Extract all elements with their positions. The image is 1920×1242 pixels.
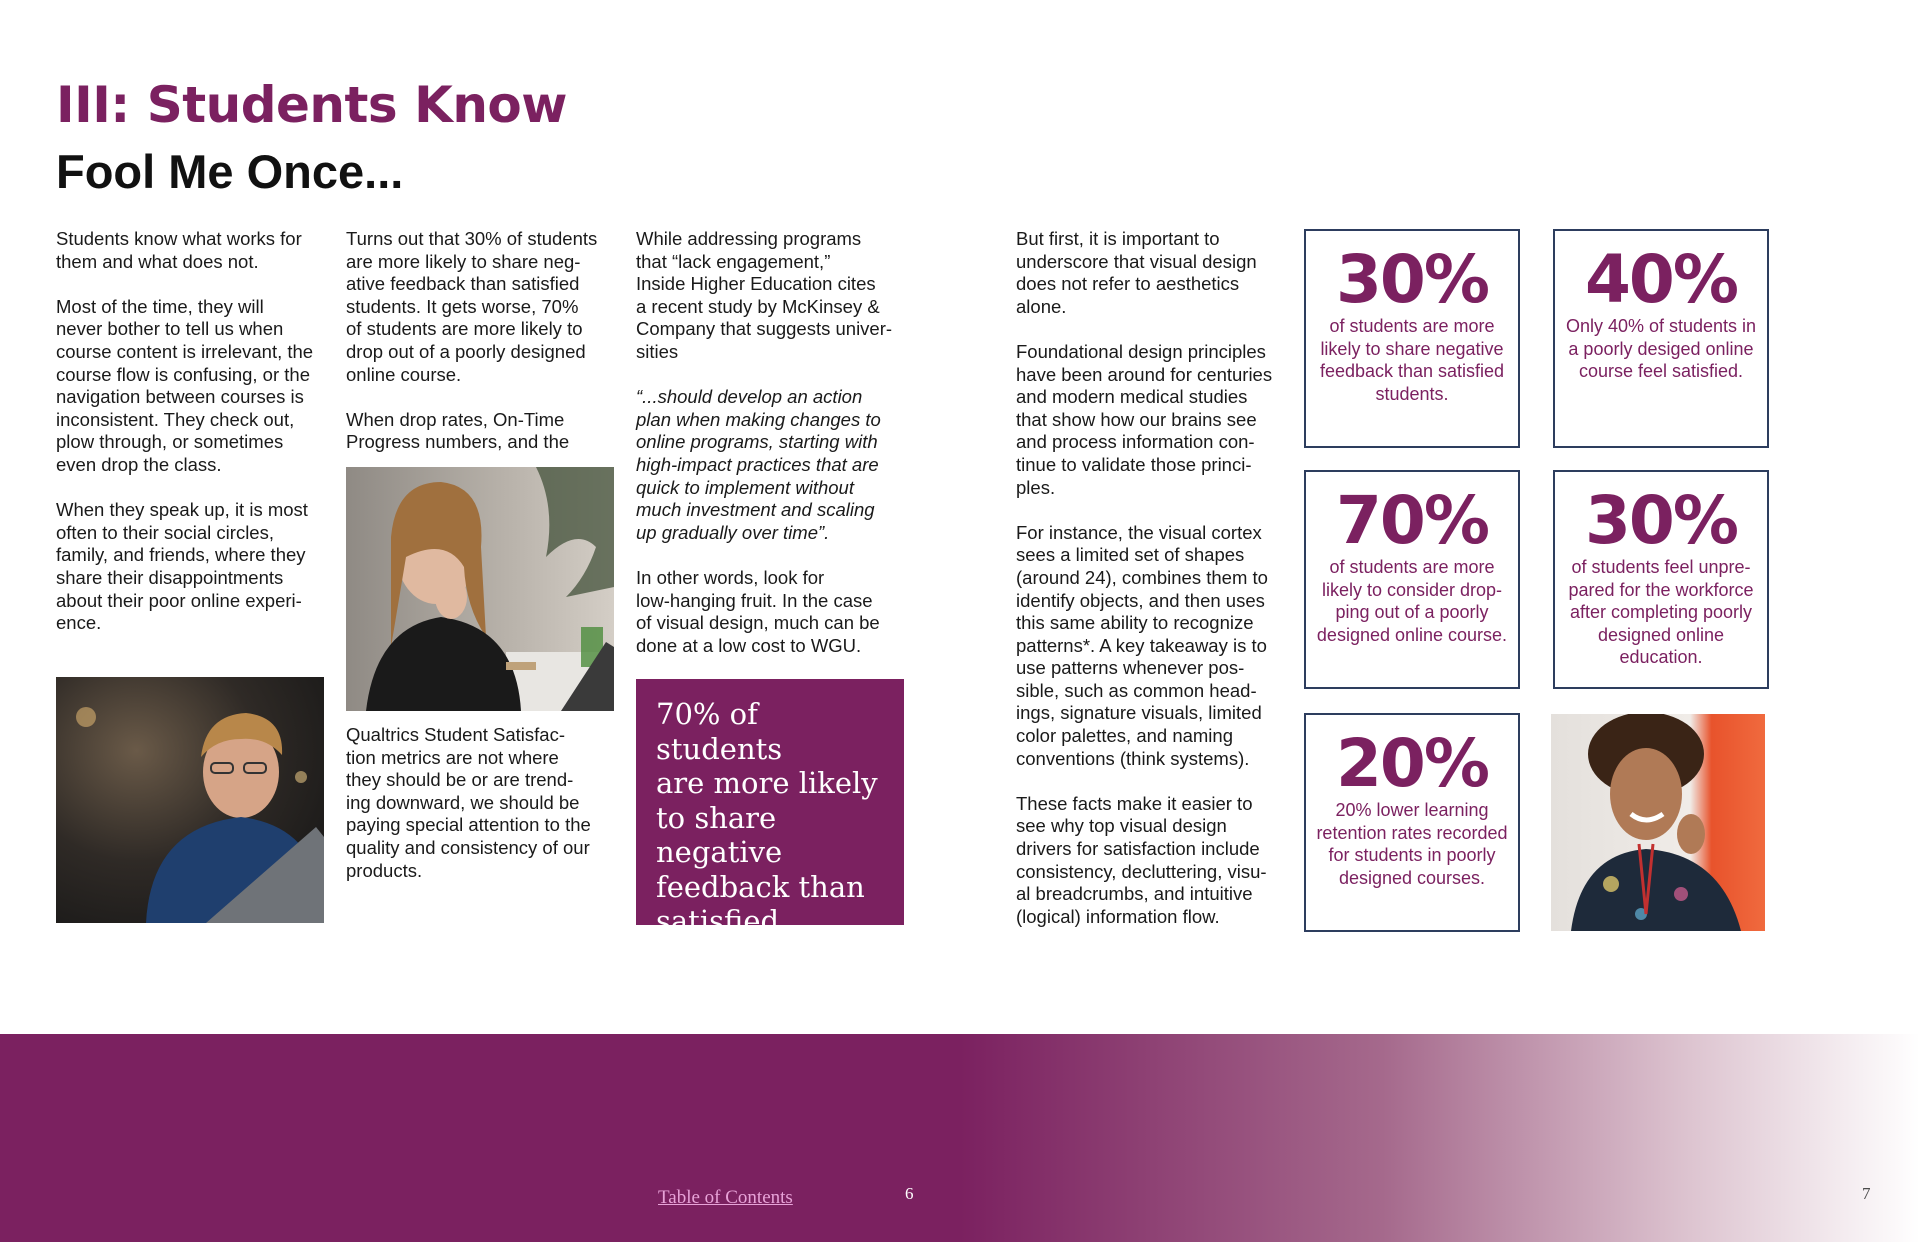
page-number-left: 6 [905,1184,914,1203]
stat-value: 70% [1336,482,1488,559]
stat-card [1304,229,1520,448]
paragraph: Qualtrics Student Satisfac- tion metrics are not where they should be or are trend- ing downward, we should be paying special attention to the quality and consistency of our products. [346,724,591,881]
paragraph: Students know what works for them and what does not. [56,228,302,272]
stat-text: Only 40% of students in a poorly desiged online course feel satisfied. [1565,316,1757,382]
quote-paragraph: “...should develop an action plan when making changes to online programs, starting with high-impact practices that are quick to implement without much investment and scaling up gradually over time”. [636,386,881,543]
paragraph: While addressing programs that “lack engagement,” Inside Higher Education cites a recent study by McKinsey & Company that suggests univer- sities [636,228,893,362]
paragraph: For instance, the visual cortex sees a limited set of shapes (around 24), combines them to identify objects, and then uses this same ability to recognize patterns*. A key takeaway is to use patterns whenever pos- sible, such as common head- ings, signature visuals, limited color palettes, and naming conventions (think systems). [1016,521,1268,769]
text-column-4 [1016,228,1296,928]
stat-card [1304,713,1520,932]
paragraph: Most of the time, they will never bother to tell us when course content is irrelevant, the course flow is confusing, or the navigation between courses is inconsistent. They check out, plow through, or sometimes even drop the class. [56,295,314,475]
pull-quote: 70% of students are more likely to share negative feedback than satisfied students. [636,679,904,925]
stat-card [1553,470,1769,689]
photo-student-thinking [346,467,614,711]
stat-value: 40% [1585,241,1737,318]
page-number-right: 7 [1862,1184,1871,1203]
paragraph: In other words, look for low-hanging fruit. In the case of visual design, much can be done at a low cost to WGU. [636,566,880,656]
stat-card [1553,229,1769,448]
paragraph: These facts make it easier to see why top visual design drivers for satisfaction include consistency, decluttering, visu- al breadcrumbs, and intuitive (logical) information flow. [1016,792,1267,927]
stat-text: of students are more likely to consider drop- ping out of a poorly designed online course. [1316,557,1508,645]
text-column-1 [56,228,336,635]
stat-card [1304,470,1520,689]
paragraph: Foundational design principles have been around for centuries and modern medical studies that show how our brains see and process information con- tinue to validate those princi- ples. [1016,340,1273,498]
paragraph: When they speak up, it is most often to their social circles, family, and friends, where they share their disappointments about their poor online experi- ence. [56,499,308,634]
paragraph: When drop rates, On-Time Progress numbers, and the [346,408,570,453]
stat-value: 20% [1336,725,1488,802]
text-column-2-bottom [346,724,626,882]
paragraph: But first, it is important to underscore that visual design does not refer to aesthetics alone. [1016,228,1257,317]
stat-text: of students feel unpre- pared for the workforce after completing poorly designed online education. [1568,557,1754,668]
stat-value: 30% [1585,482,1737,559]
page-subtitle: Fool Me Once... [56,145,404,198]
table-of-contents-link[interactable]: Table of Contents [658,1187,793,1208]
stat-value: 30% [1336,241,1488,318]
footer-band [0,1034,1920,1242]
photo-smiling-woman [1551,714,1765,931]
text-column-2-top [346,228,626,454]
stat-text: of students are more likely to share negative feedback than satisfied students. [1319,316,1505,404]
page-title: III: Students Know [56,76,567,134]
paragraph: Turns out that 30% of students are more likely to share neg- ative feedback than satisfied students. It gets worse, 70% of students are more likely to drop out of a poorly designed online course. [346,228,598,385]
text-column-3 [636,228,916,657]
photo-student-laptop [56,677,324,923]
stat-text: 20% lower learning retention rates recorded for students in poorly designed courses. [1316,800,1508,888]
